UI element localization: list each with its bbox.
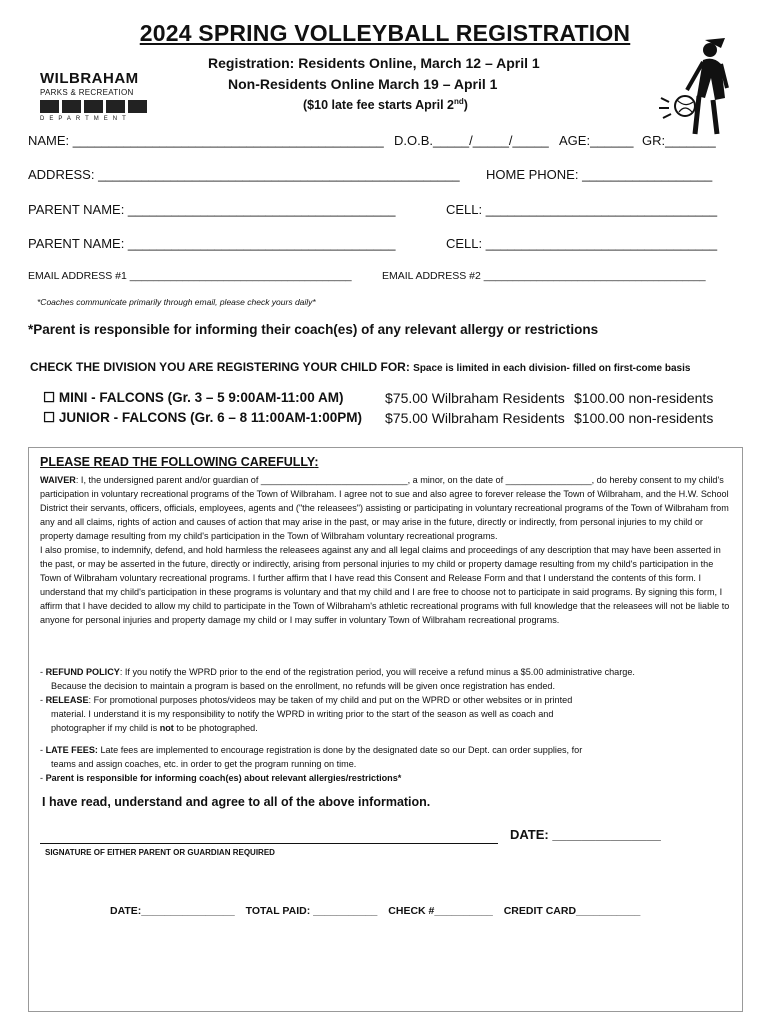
allergy-notice: *Parent is responsible for informing their coach(es) of any relevant allergy or restrictions xyxy=(28,322,599,337)
checkbox-icon[interactable]: ☐ xyxy=(43,410,56,425)
mini-resident-price: $75.00 Wilbraham Residents xyxy=(385,390,565,406)
signature-date-field[interactable]: DATE: _______________ xyxy=(510,827,661,842)
swimming-icon xyxy=(84,100,103,113)
child-name-field[interactable]: NAME: ___________________________________________ xyxy=(28,133,384,148)
parent-name-field-2[interactable]: PARENT NAME: _____________________________________ xyxy=(28,236,396,251)
email-note: *Coaches communicate primarily through email, please check yours daily* xyxy=(37,297,316,307)
address-field[interactable]: ADDRESS: __________________________________________________ xyxy=(28,167,460,182)
registration-dates-nonresidents: Non-Residents Online March 19 – April 1 xyxy=(228,76,498,92)
late-fees-policy: - LATE FEES: Late fees are implemented to encourage registration is done by the designated date so our Dept. can order supplies, for teams and assign coaches, etc. in order to get the program running on time. - Parent is responsible for informing coach(es) about relevant allergies/restrictions* xyxy=(40,745,583,784)
late-fee-note: ($10 late fee starts April 2nd) xyxy=(303,97,468,113)
parent-name-field-1[interactable]: PARENT NAME: _____________________________________ xyxy=(28,202,396,217)
email-field-1[interactable]: EMAIL ADDRESS #1 ______________________________________ xyxy=(28,270,352,282)
email-field-2[interactable]: EMAIL ADDRESS #2 ______________________________________ xyxy=(382,270,706,282)
cell-field-1[interactable]: CELL: ________________________________ xyxy=(446,202,718,217)
signature-required-label: SIGNATURE OF EITHER PARENT OR GUARDIAN REQUIRED xyxy=(45,848,275,857)
ballet-icon xyxy=(62,100,81,113)
logo-activity-icons xyxy=(40,100,150,113)
running-icon xyxy=(106,100,125,113)
registration-dates-residents: Registration: Residents Online, March 12 – April 1 xyxy=(208,55,540,71)
office-use-line xyxy=(110,905,648,917)
wilbraham-logo xyxy=(40,70,150,122)
tennis-icon xyxy=(40,100,59,113)
junior-resident-price: $75.00 Wilbraham Residents xyxy=(385,410,565,426)
junior-nonresident-price: $100.00 non-residents xyxy=(574,410,714,426)
home-phone-field[interactable]: HOME PHONE: __________________ xyxy=(486,167,713,182)
basketball-icon xyxy=(128,100,147,113)
waiver-heading: PLEASE READ THE FOLLOWING CAREFULLY: xyxy=(40,455,319,469)
cell-field-2[interactable]: CELL: ________________________________ xyxy=(446,236,718,251)
office-date-field[interactable]: DATE:________________ xyxy=(110,905,235,917)
logo-department: DEPARTMENT xyxy=(40,116,131,122)
agreement-statement: I have read, understand and agree to all of the above information. xyxy=(42,795,431,809)
form-title: 2024 SPRING VOLLEYBALL REGISTRATION xyxy=(139,20,631,46)
division-option-mini[interactable]: ☐ MINI - FALCONS (Gr. 3 – 5 9:00AM-11:00 AM) xyxy=(43,390,344,405)
logo-subtitle: PARKS & RECREATION xyxy=(40,88,134,97)
division-option-junior[interactable]: ☐ JUNIOR - FALCONS (Gr. 6 – 8 11:00AM-1:00PM) xyxy=(43,410,362,425)
age-field[interactable]: AGE:______ xyxy=(559,133,634,148)
credit-card-field[interactable]: CREDIT CARD___________ xyxy=(503,905,641,917)
signature-line[interactable] xyxy=(40,843,498,844)
volleyball-player-icon xyxy=(655,38,735,138)
release-policy: - RELEASE: For promotional purposes photos/videos may be taken of my child and put on the WPRD or other websites or in printed material. I understand it is my responsibility to notify the WPRD in writing prior to the start of the season as well as coach and photographer if my child is not to be photographed. xyxy=(40,695,573,734)
mini-nonresident-price: $100.00 non-residents xyxy=(574,390,714,406)
waiver-text: WAIVER: I, the undersigned parent and/or guardian of _____________________________, a minor, on the date of _________________, do hereby consent to my child's participation in voluntary recreational programs of the Town of Wilbraham. I agree not to sue and also agree to forever release the Town of Wilbraham, and the H.W. School District their servants, officers, officials, employees, agents and ("the releasees") assisting or participating in voluntary recreational programs of the Town of Wilbraham from any and all claims, rights of action and causes of action that may arise in the past, or may arise in the future, directly or indirectly, from personal injuries to my child or property damage resulting from my child's participation in the Town of Wilbraham voluntary recreational programs. I also promise, to indemnify, defend, and hold harmless the releasees against any and all legal claims and proceedings of any description that may have been asserted in the past, or may be asserted in the future, directly or indirectly, arising from personal injuries to my child or property damage resulting from my child's participation in the Town of Wilbraham voluntary recreational programs. I further affirm that I have read this Consent and Release Form and that I understand the contents of this form. I understand that my child's participation in these programs is voluntary and that my child and I are free to choose not to participate in said programs. By signing this form, I affirm that I have decided to allow my child to participate in the Town of Wilbraham's athletic recreational programs with full knowledge that the releasees will not be liable to anyone for personal injuries and property damage my child or I may suffer in voluntary Town of Wilbraham recreational programs. xyxy=(40,475,730,626)
refund-policy: - REFUND POLICY: If you notify the WPRD prior to the end of the registration period, you will receive a refund minus a $5.00 administrative charge. Because the decision to maintain a program is based on the enrollment, no refunds will be given once registration has ended. xyxy=(40,667,635,692)
logo-name: WILBRAHAM xyxy=(40,70,139,87)
check-number-field[interactable]: CHECK #__________ xyxy=(388,905,493,917)
total-paid-field[interactable]: TOTAL PAID: ___________ xyxy=(245,905,378,917)
division-heading: CHECK THE DIVISION YOU ARE REGISTERING YOUR CHILD FOR: Space is limited in each division- filled on first-come basis xyxy=(30,360,691,374)
dob-field[interactable]: D.O.B._____/_____/_____ xyxy=(394,133,549,148)
checkbox-icon[interactable]: ☐ xyxy=(43,390,56,405)
grade-field[interactable]: GR:_______ xyxy=(642,133,716,148)
